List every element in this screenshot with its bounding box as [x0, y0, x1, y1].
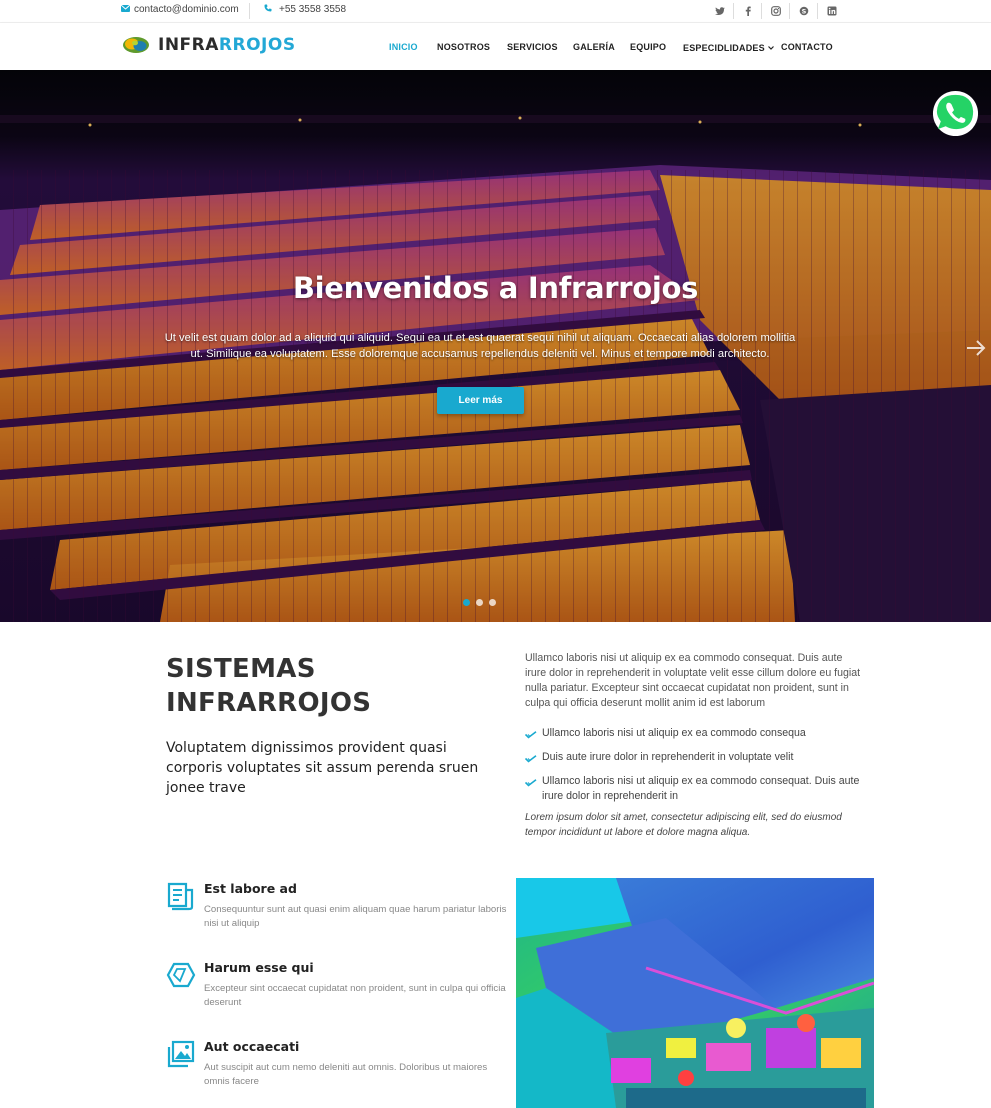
- email-text: contacto@dominio.com: [134, 4, 239, 15]
- nav-item-especialidades-label: ESPECIDLIDADES: [683, 43, 765, 53]
- slider-dot-3[interactable]: [489, 599, 496, 606]
- top-bar: [0, 0, 991, 23]
- next-slide-arrow-icon[interactable]: [964, 336, 988, 360]
- check-icon: [525, 726, 542, 744]
- social-links: [706, 3, 846, 19]
- linkedin-icon[interactable]: [818, 3, 846, 19]
- twitter-icon[interactable]: [706, 3, 734, 19]
- hexagon-icon: [166, 960, 196, 990]
- nav-item-servicios[interactable]: SERVICIOS: [507, 42, 558, 52]
- document-icon: [166, 881, 196, 911]
- logo-text-part2: RROJOS: [218, 35, 296, 55]
- feature-title: Est labore ad: [204, 881, 297, 896]
- divider: [249, 3, 250, 19]
- email-contact[interactable]: [121, 4, 239, 15]
- phone-text: +55 3558 3558: [279, 4, 347, 15]
- section-title: [166, 652, 371, 720]
- nav-item-equipo[interactable]: EQUIPO: [630, 42, 667, 52]
- check-list: [525, 726, 870, 810]
- instagram-icon[interactable]: [762, 3, 790, 19]
- feature-title: Aut occaecati: [204, 1039, 300, 1054]
- feature-title: Harum esse qui: [204, 960, 314, 975]
- slider-dot-2[interactable]: [476, 599, 483, 606]
- section-title-line2: INFRARROJOS: [166, 688, 372, 718]
- list-item: [525, 726, 870, 744]
- phone-icon: [264, 4, 272, 15]
- skype-icon[interactable]: [790, 3, 818, 19]
- section-subtitle: Voluptatem dignissimos provident quasi corporis voluptates sit assum perenda sruen jonee trave: [166, 740, 479, 796]
- envelope-icon: [121, 4, 130, 15]
- feature-text: Excepteur sint occaecat cupidatat non proident, sunt in culpa qui officia deserunt: [204, 983, 506, 1008]
- chevron-down-icon: [768, 40, 774, 54]
- check-icon: [525, 774, 542, 804]
- main-header: [0, 23, 991, 70]
- section-title-line1: SISTEMAS: [166, 654, 316, 684]
- slider-pagination: [463, 599, 502, 606]
- phone-contact[interactable]: [264, 4, 346, 15]
- svg-text:S: S: [801, 7, 806, 16]
- hero-description: Ut velit est quam dolor ad a aliquid qui aliquid. Sequi ea ut et est quaerat sequi nihil ut aliquam. Occaecati alias dolorem mollitia ut. Similique ea voluptatem. Esse doloremque accusamus repellendus deleniti vel. Minus et tempore modi architecto.: [164, 332, 796, 360]
- main-nav: [0, 40, 991, 54]
- nav-item-nosotros[interactable]: NOSOTROS: [437, 42, 491, 52]
- nav-item-inicio[interactable]: INICIO: [389, 42, 418, 52]
- list-item: [525, 750, 870, 768]
- slider-dot-1[interactable]: [463, 599, 470, 606]
- check-item-text: Ullamco laboris nisi ut aliquip ex ea commodo consequa: [542, 727, 806, 739]
- italic-note: Lorem ipsum dolor sit amet, consectetur adipiscing elit, sed do eiusmod tempor incididunt ut labore et dolore magna aliqua.: [525, 812, 842, 838]
- nav-item-especialidades[interactable]: [683, 40, 774, 55]
- logo-text-part1: INFRA: [158, 35, 219, 55]
- whatsapp-icon[interactable]: [931, 89, 980, 138]
- list-item: [525, 774, 870, 804]
- feature-text: Aut suscipit aut cum nemo deleniti aut omnis. Doloribus ut maiores omnis facere: [204, 1062, 488, 1087]
- nav-item-contacto[interactable]: CONTACTO: [781, 42, 833, 52]
- image-gallery-icon: [166, 1039, 196, 1069]
- check-item-text: Ullamco laboris nisi ut aliquip ex ea commodo consequat. Duis aute irure dolor in reprehenderit in: [542, 775, 860, 802]
- check-icon: [525, 750, 542, 768]
- check-item-text: Duis aute irure dolor in reprehenderit in voluptate velit: [542, 751, 794, 763]
- hero-title: Bienvenidos a Infrarrojos: [292, 271, 699, 305]
- read-more-button[interactable]: Leer más: [437, 387, 524, 414]
- facebook-icon[interactable]: [734, 3, 762, 19]
- feature-text: Consequuntur sunt aut quasi enim aliquam quae harum pariatur laboris nisi ut aliquip: [204, 904, 507, 929]
- intro-paragraph: Ullamco laboris nisi ut aliquip ex ea commodo consequat. Duis aute irure dolor in reprehenderit in voluptate velit esse cillum dolore eu fugiat nulla pariatur. Excepteur sint occaecat cupidatat non proident, sunt in culpa qui officia deserunt mollit anim id est laborum: [525, 652, 861, 709]
- hero-slider: [0, 70, 991, 622]
- thermal-roof-image: [516, 878, 874, 1108]
- nav-item-galeria[interactable]: GALERÍA: [573, 42, 615, 52]
